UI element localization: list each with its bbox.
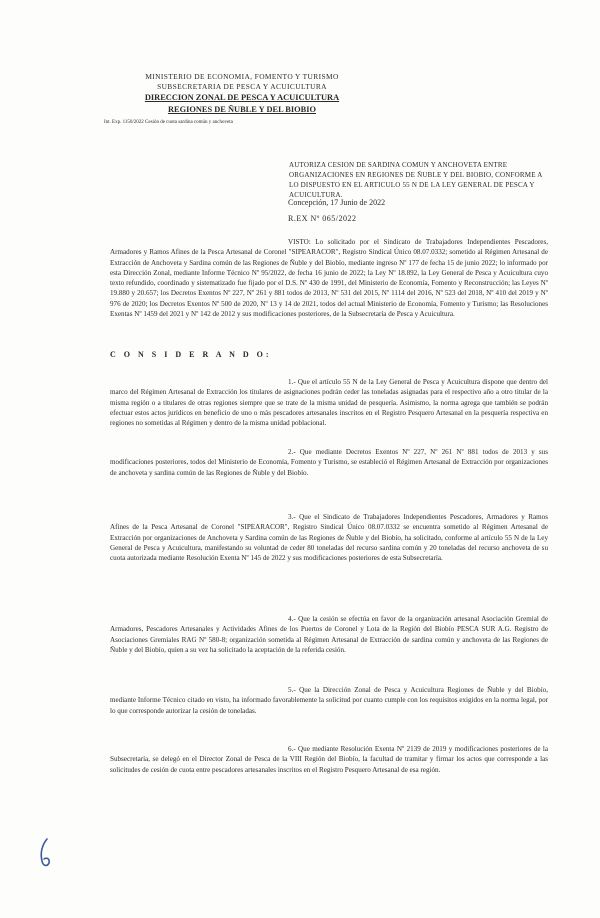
considerando-paragraph: [110, 685, 548, 716]
considerando-paragraph: [110, 614, 548, 655]
subsecretaria-line: SUBSECRETARIA DE PESCA Y ACUICULTURA: [157, 82, 327, 91]
visto-text: VISTO: Lo solicitado por el Sindicato de Trabajadores Independientes Pescadores, Armadores y Ramos Afines de la Pesca Artesanal de Coronel "SIPEARACOR", Registro Sindical Único 08.07.0332; sometido al Régimen Artesanal de Extracción de Anchoveta y Sardina común de las Regiones de Ñuble y del Biobío, mediante ingreso Nº 177 de fecha 15 de junio 2022; lo informado por esta Dirección Zonal, mediante Informe Técnico Nº 95/2022, de fecha 16 junio de 2022; la Ley Nº 18.892, la Ley General de Pesca y Acuicultura cuyo texto refundido, coordinado y sistematizado fue fijado por el D.S. Nº 430 de 1991, del Ministerio de Economía, Fomento y Reconstrucción; las Leyes Nº 19.880 y 20.657; los Decretos Exentos Nº 227, Nº 261 y 881 todos de 2013, Nº 531 del 2015, Nº 1114 del 2016, Nº 523 del 2018, Nº 410 del 2019 y Nº 976 de 2020; los Decretos Exentos Nº 500 de 2020, Nº 13 y 14 de 2021, todos del actual Ministerio de Economía, Fomento y Turismo; las Resoluciones Exentas Nº 1459 del 2021 y Nº 142 de 2012 y sus modificaciones posteriores, de la Subsecretaría de Pesca y Acuicultura.: [110, 238, 548, 319]
resolution-subject: AUTORIZA CESION DE SARDINA COMUN Y ANCHOVETA ENTRE ORGANIZACIONES EN REGIONES DE ÑUBLE Y DEL BIOBIO, CONFORME A LO DISPUESTO EN EL ARTICULO 55 N DE LA LEY GENERAL DE PESCA Y ACUICULTURA.: [289, 161, 543, 199]
reference-line: Int. Exp. 1150/2022 Cesión de cuota sardina común y anchoveta: [104, 120, 233, 125]
regiones-line: REGIONES DE ÑUBLE Y DEL BIOBIO: [167, 105, 317, 114]
visto-paragraph: [110, 237, 548, 319]
paragraph-text: 3.- Que el Sindicato de Trabajadores Independientes Pescadores, Armadores y Ramos Afines de la Pesca Artesanal de Coronel "SIPEARACOR", Registro Sindical Único 08.07.0332 se encuentra sometido al Régimen Artesanal de Extracción por organizaciones de Anchoveta y Sardina común de las Regiones de Ñuble y del Biobío, ha solicitado, conforme al artículo 55 N de la Ley General de Pesca y Acuicultura, manifestando su voluntad de ceder 80 toneladas del recurso sardina común y 20 toneladas del recurso anchoveta de su cuota autorizada mediante Resolución Exenta Nº 145 de 2022 y sus modificaciones posteriores de esta Subsecretaría.: [110, 513, 548, 563]
letterhead: [104, 72, 372, 126]
considerando-paragraph: [110, 377, 548, 428]
paragraph-text: 5.- Que la Dirección Zonal de Pesca y Acuicultura Regiones de Ñuble y del Biobío, mediante Informe Técnico citado en visto, ha informado favorablemente la solicitud por cuanto cumple con los requisitos exigidos en la norma legal, por lo que corresponde autorizar la cesión de toneladas.: [110, 686, 548, 715]
paragraph-text: 6.- Que mediante Resolución Exenta Nº 2139 de 2019 y modificaciones posteriores de la Subsecretaría, se delegó en el Director Zonal de Pesca de la VIII Región del Biobío, la facultad de tramitar y firmar los actos que corresponde a las solicitudes de cesión de cuota entre pescadores artesanales inscritos en el Registro Pesquero Artesanal de esa región.: [110, 745, 548, 774]
handwritten-initial: [38, 837, 52, 869]
ministry-line: MINISTERIO DE ECONOMIA, FOMENTO Y TURISMO: [145, 72, 339, 81]
considerando-paragraph: [110, 744, 548, 775]
resolution-date: Concepción, 17 Junio de 2022: [288, 198, 386, 207]
considerando-paragraph: [110, 447, 548, 478]
considerando-paragraph: [110, 512, 548, 563]
paragraph-text: 4.- Que la cesión se efectúa en favor de la organización artesanal Asociación Gremial de Armadores, Pescadores Artesanales y Actividades Afines de los Puertos de Coronel y Lota de la Región del Biobío PESCA SUR A.G. Registro de Asociaciones Gremiales RAG Nº 580-8; organización sometida al Régimen Artesanal de Extracción de sardina común y anchoveta de las Regiones de Ñuble y del Biobío, quien a su vez ha solicitado la aceptación de la referida cesión.: [110, 615, 548, 654]
paragraph-text: 1.- Que el artículo 55 N de la Ley General de Pesca y Acuicultura dispone que dentro del marco del Régimen Artesanal de Extracción los titulares de asignaciones podrán ceder las toneladas asignadas para el respectivo año a otro titular de la misma región o a titulares de otras regiones siempre que se trate de la misma unidad de pesquería. Asimismo, la norma agrega que también se podrán efectuar estos actos jurídicos en beneficio de uno o más pescadores artesanales inscritos en el Registro Pesquero Artesanal en la pesquería respectiva en regiones no sometidas al Régimen y dentro de la misma unidad poblacional.: [110, 378, 548, 428]
considerando-heading: C O N S I D E R A N D O:: [110, 350, 272, 359]
resolution-number: R.EX Nº 065/2022: [288, 214, 357, 223]
paragraph-text: 2.- Que mediante Decretos Exentos Nº 227, Nº 261 Nº 881 todos de 2013 y sus modificaciones posteriores, todos del Ministerio de Economía, Fomento y Turismo, se estableció el Régimen Artesanal de Extracción por organizaciones de anchoveta y sardina común de las Regiones de Ñuble y del Biobío.: [110, 448, 548, 477]
direccion-line: DIRECCION ZONAL DE PESCA Y ACUICULTURA: [144, 93, 340, 102]
